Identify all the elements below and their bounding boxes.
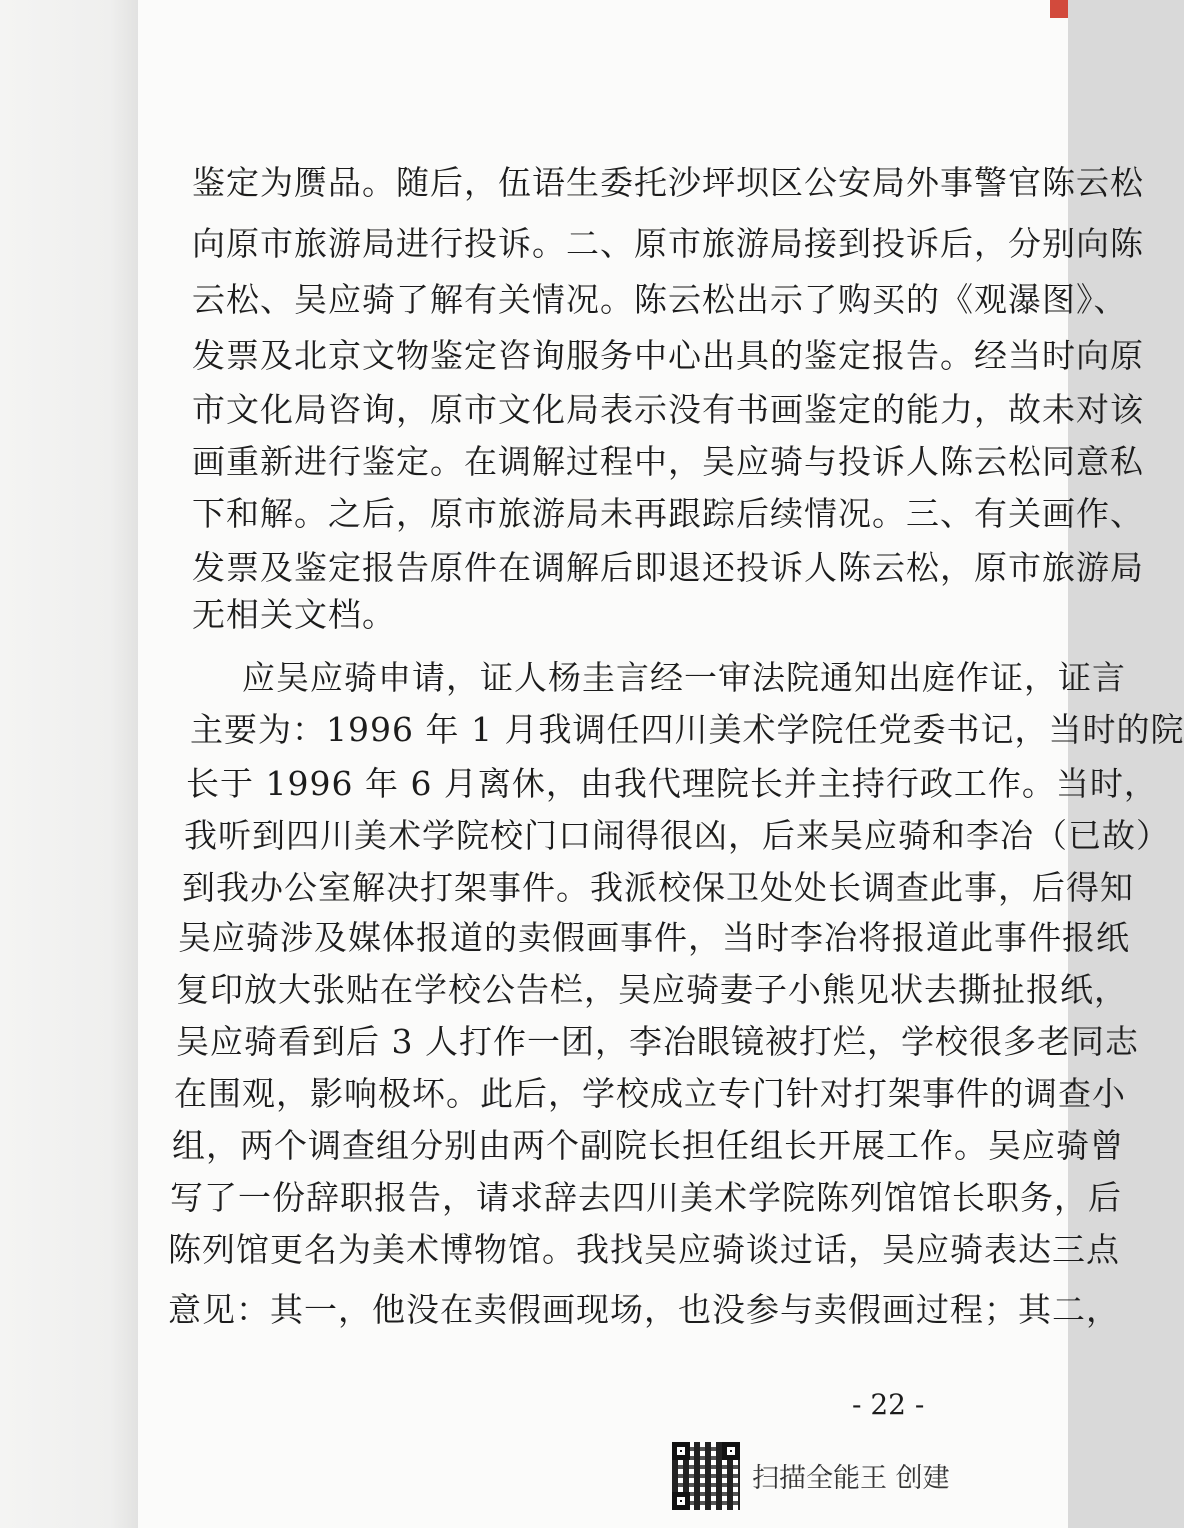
text-line: 主要为：1996 年 1 月我调任四川美术学院任党委书记，当时的院 [190, 710, 1184, 749]
text-line: 云松、吴应骑了解有关情况。陈云松出示了购买的《观瀑图》、 [192, 280, 1128, 319]
scanner-watermark [672, 1438, 972, 1518]
text-line: 意见：其一，他没在卖假画现场，也没参与卖假画过程；其二， [168, 1290, 1120, 1329]
text-line: 长于 1996 年 6 月离休，由我代理院长并主持行政工作。当时， [186, 764, 1158, 803]
text-line: 发票及鉴定报告原件在调解后即退还投诉人陈云松，原市旅游局 [192, 548, 1144, 587]
document-page [138, 0, 1184, 1528]
text-line: 鉴定为赝品。随后，伍语生委托沙坪坝区公安局外事警官陈云松 [192, 163, 1144, 202]
text-line: 应吴应骑申请，证人杨圭言经一审法院通知出庭作证，证言 [242, 658, 1126, 697]
text-line: 复印放大张贴在学校公告栏，吴应骑妻子小熊见状去撕扯报纸， [176, 970, 1128, 1009]
corner-mark [1050, 0, 1068, 18]
page-number: - 22 - [852, 1388, 925, 1421]
text-line: 下和解。之后，原市旅游局未再跟踪后续情况。三、有关画作、 [192, 494, 1144, 533]
text-line: 发票及北京文物鉴定咨询服务中心出具的鉴定报告。经当时向原 [192, 336, 1144, 375]
text-line: 向原市旅游局进行投诉。二、原市旅游局接到投诉后，分别向陈 [192, 224, 1144, 263]
text-line: 市文化局咨询，原市文化局表示没有书画鉴定的能力，故未对该 [192, 390, 1144, 429]
page-edge-shadow [0, 0, 138, 1528]
text-line: 吴应骑涉及媒体报道的卖假画事件，当时李冶将报道此事件报纸 [178, 918, 1130, 957]
text-line: 组，两个调查组分别由两个副院长担任组长开展工作。吴应骑曾 [172, 1126, 1124, 1165]
qr-code-icon [672, 1442, 740, 1510]
text-line: 我听到四川美术学院校门口闹得很凶，后来吴应骑和李冶（已故） [184, 816, 1170, 855]
text-line: 画重新进行鉴定。在调解过程中，吴应骑与投诉人陈云松同意私 [192, 442, 1144, 481]
scanner-brand-label: 扫描全能王 创建 [752, 1463, 950, 1494]
text-line: 陈列馆更名为美术博物馆。我找吴应骑谈过话，吴应骑表达三点 [168, 1230, 1120, 1269]
text-line: 在围观，影响极坏。此后，学校成立专门针对打架事件的调查小 [174, 1074, 1126, 1113]
text-line: 写了一份辞职报告，请求辞去四川美术学院陈列馆馆长职务，后 [170, 1178, 1122, 1217]
text-line: 吴应骑看到后 3 人打作一团，李冶眼镜被打烂，学校很多老同志 [176, 1022, 1139, 1061]
text-line: 无相关文档。 [192, 595, 396, 634]
text-line: 到我办公室解决打架事件。我派校保卫处处长调查此事，后得知 [182, 868, 1134, 907]
